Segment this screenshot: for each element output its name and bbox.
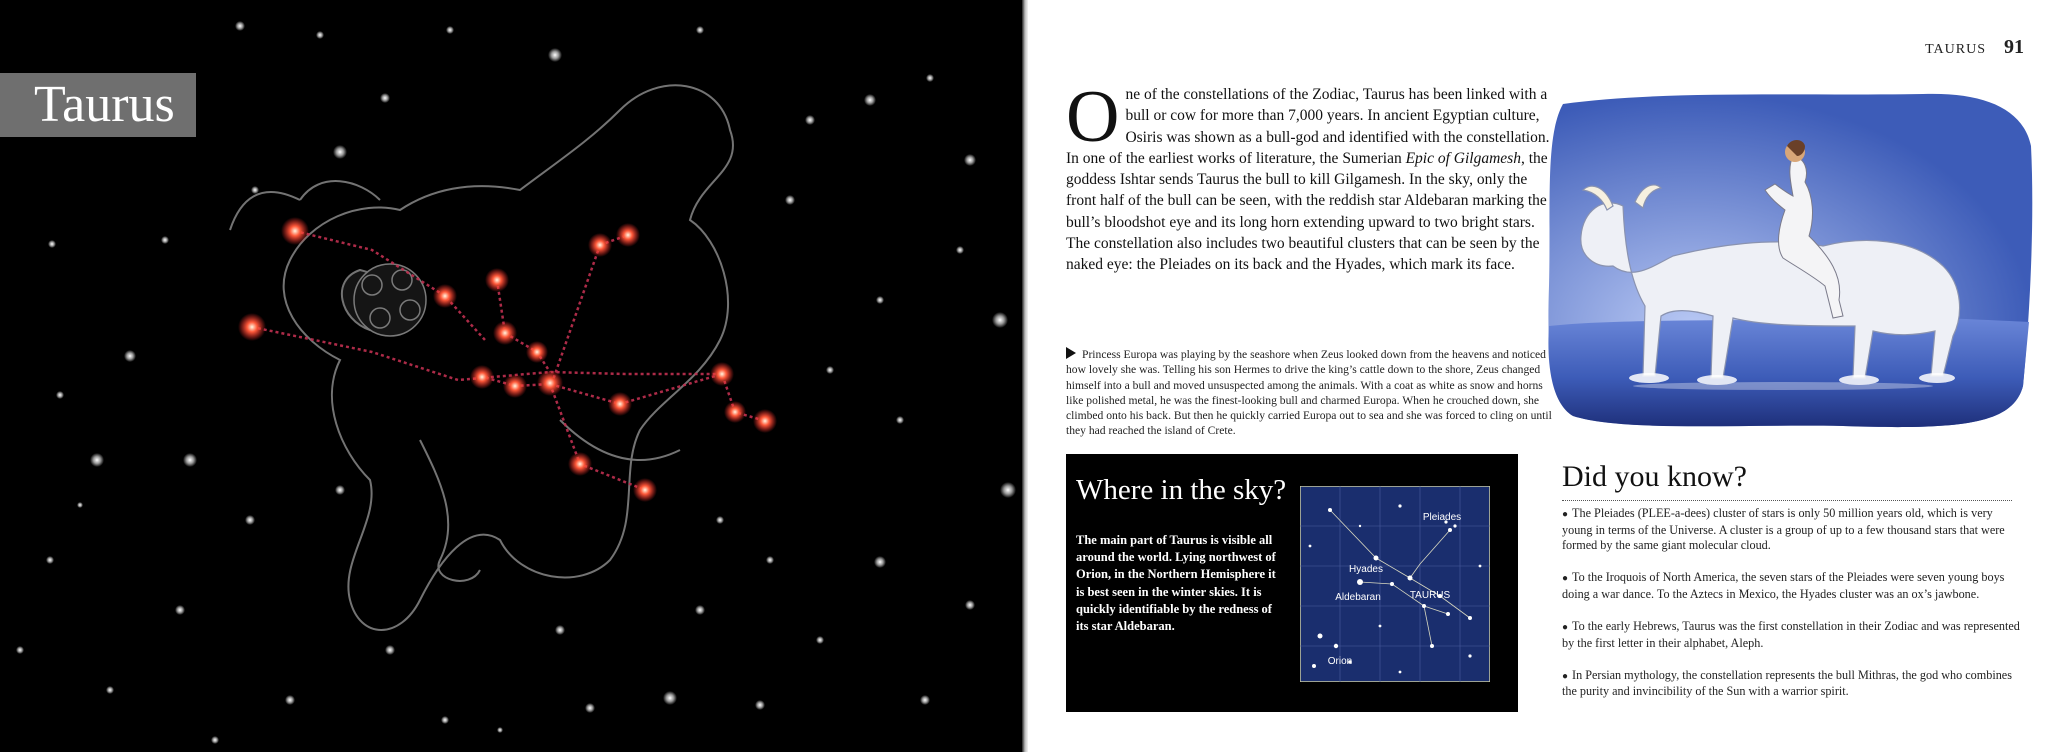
constellation-stars xyxy=(238,217,777,502)
page-number: 91 xyxy=(2004,36,2024,58)
sky-location-map xyxy=(1300,486,1490,682)
sky-map-label-taurus: TAURUS xyxy=(1409,590,1451,601)
bull-figure xyxy=(230,85,733,630)
intro-text-italic: Epic of Gilgamesh xyxy=(1405,149,1521,167)
intro-text-1: ne of the constellations of the Zodiac, Taurus has been linked with a bull or cow for more than 7,000 years. In ancient Egyptian culture, Osiris was shown as a bull-god and identified with the constellation. In one of the earliest works of literature, the Sumerian xyxy=(1066,86,1550,167)
europa-bull-illustration xyxy=(1543,86,2035,436)
sky-map-label-hyades: Hyades xyxy=(1349,564,1383,575)
star-horn-tip xyxy=(281,217,309,245)
illustration-caption xyxy=(1066,347,1552,439)
list-item: ● The Pleiades (PLEE-a-dees) cluster of stars is only 50 million years old, which is very young in terms of the Universe. A cluster is a group of up to a few thousand stars that were formed by the same giant molecular cloud. xyxy=(1562,506,2022,554)
sky-map-label-aldebaran: Aldebaran xyxy=(1335,592,1381,603)
where-in-sky-title: Where in the sky? xyxy=(1076,474,1287,506)
sky-map-label-orion: Orion xyxy=(1327,656,1353,667)
list-item: ● To the Iroquois of North America, the seven stars of the Pleiades were seven young boys doing a war dance. To the Aztecs in Mexico, the Hyades cluster was an ox’s jawbone. xyxy=(1562,570,2022,602)
left-page-star-chart xyxy=(0,0,1022,752)
did-you-know-title: Did you know? xyxy=(1562,460,1747,493)
page-title: Taurus xyxy=(0,73,196,137)
drop-cap: O xyxy=(1066,76,1120,158)
bull-head-curls xyxy=(354,264,426,336)
did-you-know-divider xyxy=(1562,500,2012,501)
constellation-lines xyxy=(252,231,765,490)
intro-text-2: , the goddess Ishtar sends Taurus the bull to kill Gilgamesh. In the sky, only the front half of the bull can be seen, with the reddish star Aldebaran marking the bull’s bloodshot eye and its long horn extending upward to two bright stars. The constellation also includes two beautiful clusters that can be seen by the naked eye: the Pleiades on its back and the Hyades, which mark its face. xyxy=(1066,149,1548,274)
list-item: ● To the early Hebrews, Taurus was the first constellation in their Zodiac and was represented by the first letter in their alphabet, Aleph. xyxy=(1562,619,2022,651)
list-item: ● In Persian mythology, the constellation represents the bull Mithras, the god who combines the purity and invincibility of the Sun with a warrior spirit. xyxy=(1562,668,2022,700)
section-name: TAURUS xyxy=(1925,42,1986,57)
right-page xyxy=(1028,0,2048,752)
did-you-know-list xyxy=(1562,506,2022,716)
running-head xyxy=(1925,36,2024,59)
where-in-sky-box xyxy=(1066,454,1518,712)
star-aldebaran xyxy=(537,370,563,396)
where-in-sky-text: The main part of Taurus is visible all around the world. Lying northwest of Orion, in the Northern Hemisphere it is best seen in the winter skies. It is quickly identifiable by the redness of its star Aldebaran. xyxy=(1076,533,1276,634)
sky-map-label-pleiades: Pleiades xyxy=(1422,512,1462,523)
caption-pointer-icon xyxy=(1066,347,1076,359)
caption-text: Princess Europa was playing by the seashore when Zeus looked down from the heavens and noticed how lovely she was. Telling his son Hermes to drive the king’s cattle down to the shore, Zeus changed himself into a bull and moved unsuspected among the animals. With a coat as white as snow and horns like polished metal, he was the finest-looking bull and charmed Europa. When he crouched down, she climbed onto his back. But then he quickly carried Europa out to sea and she was forced to cling on until they had reached the island of Crete. xyxy=(1066,348,1552,438)
intro-paragraph xyxy=(1066,76,1552,276)
